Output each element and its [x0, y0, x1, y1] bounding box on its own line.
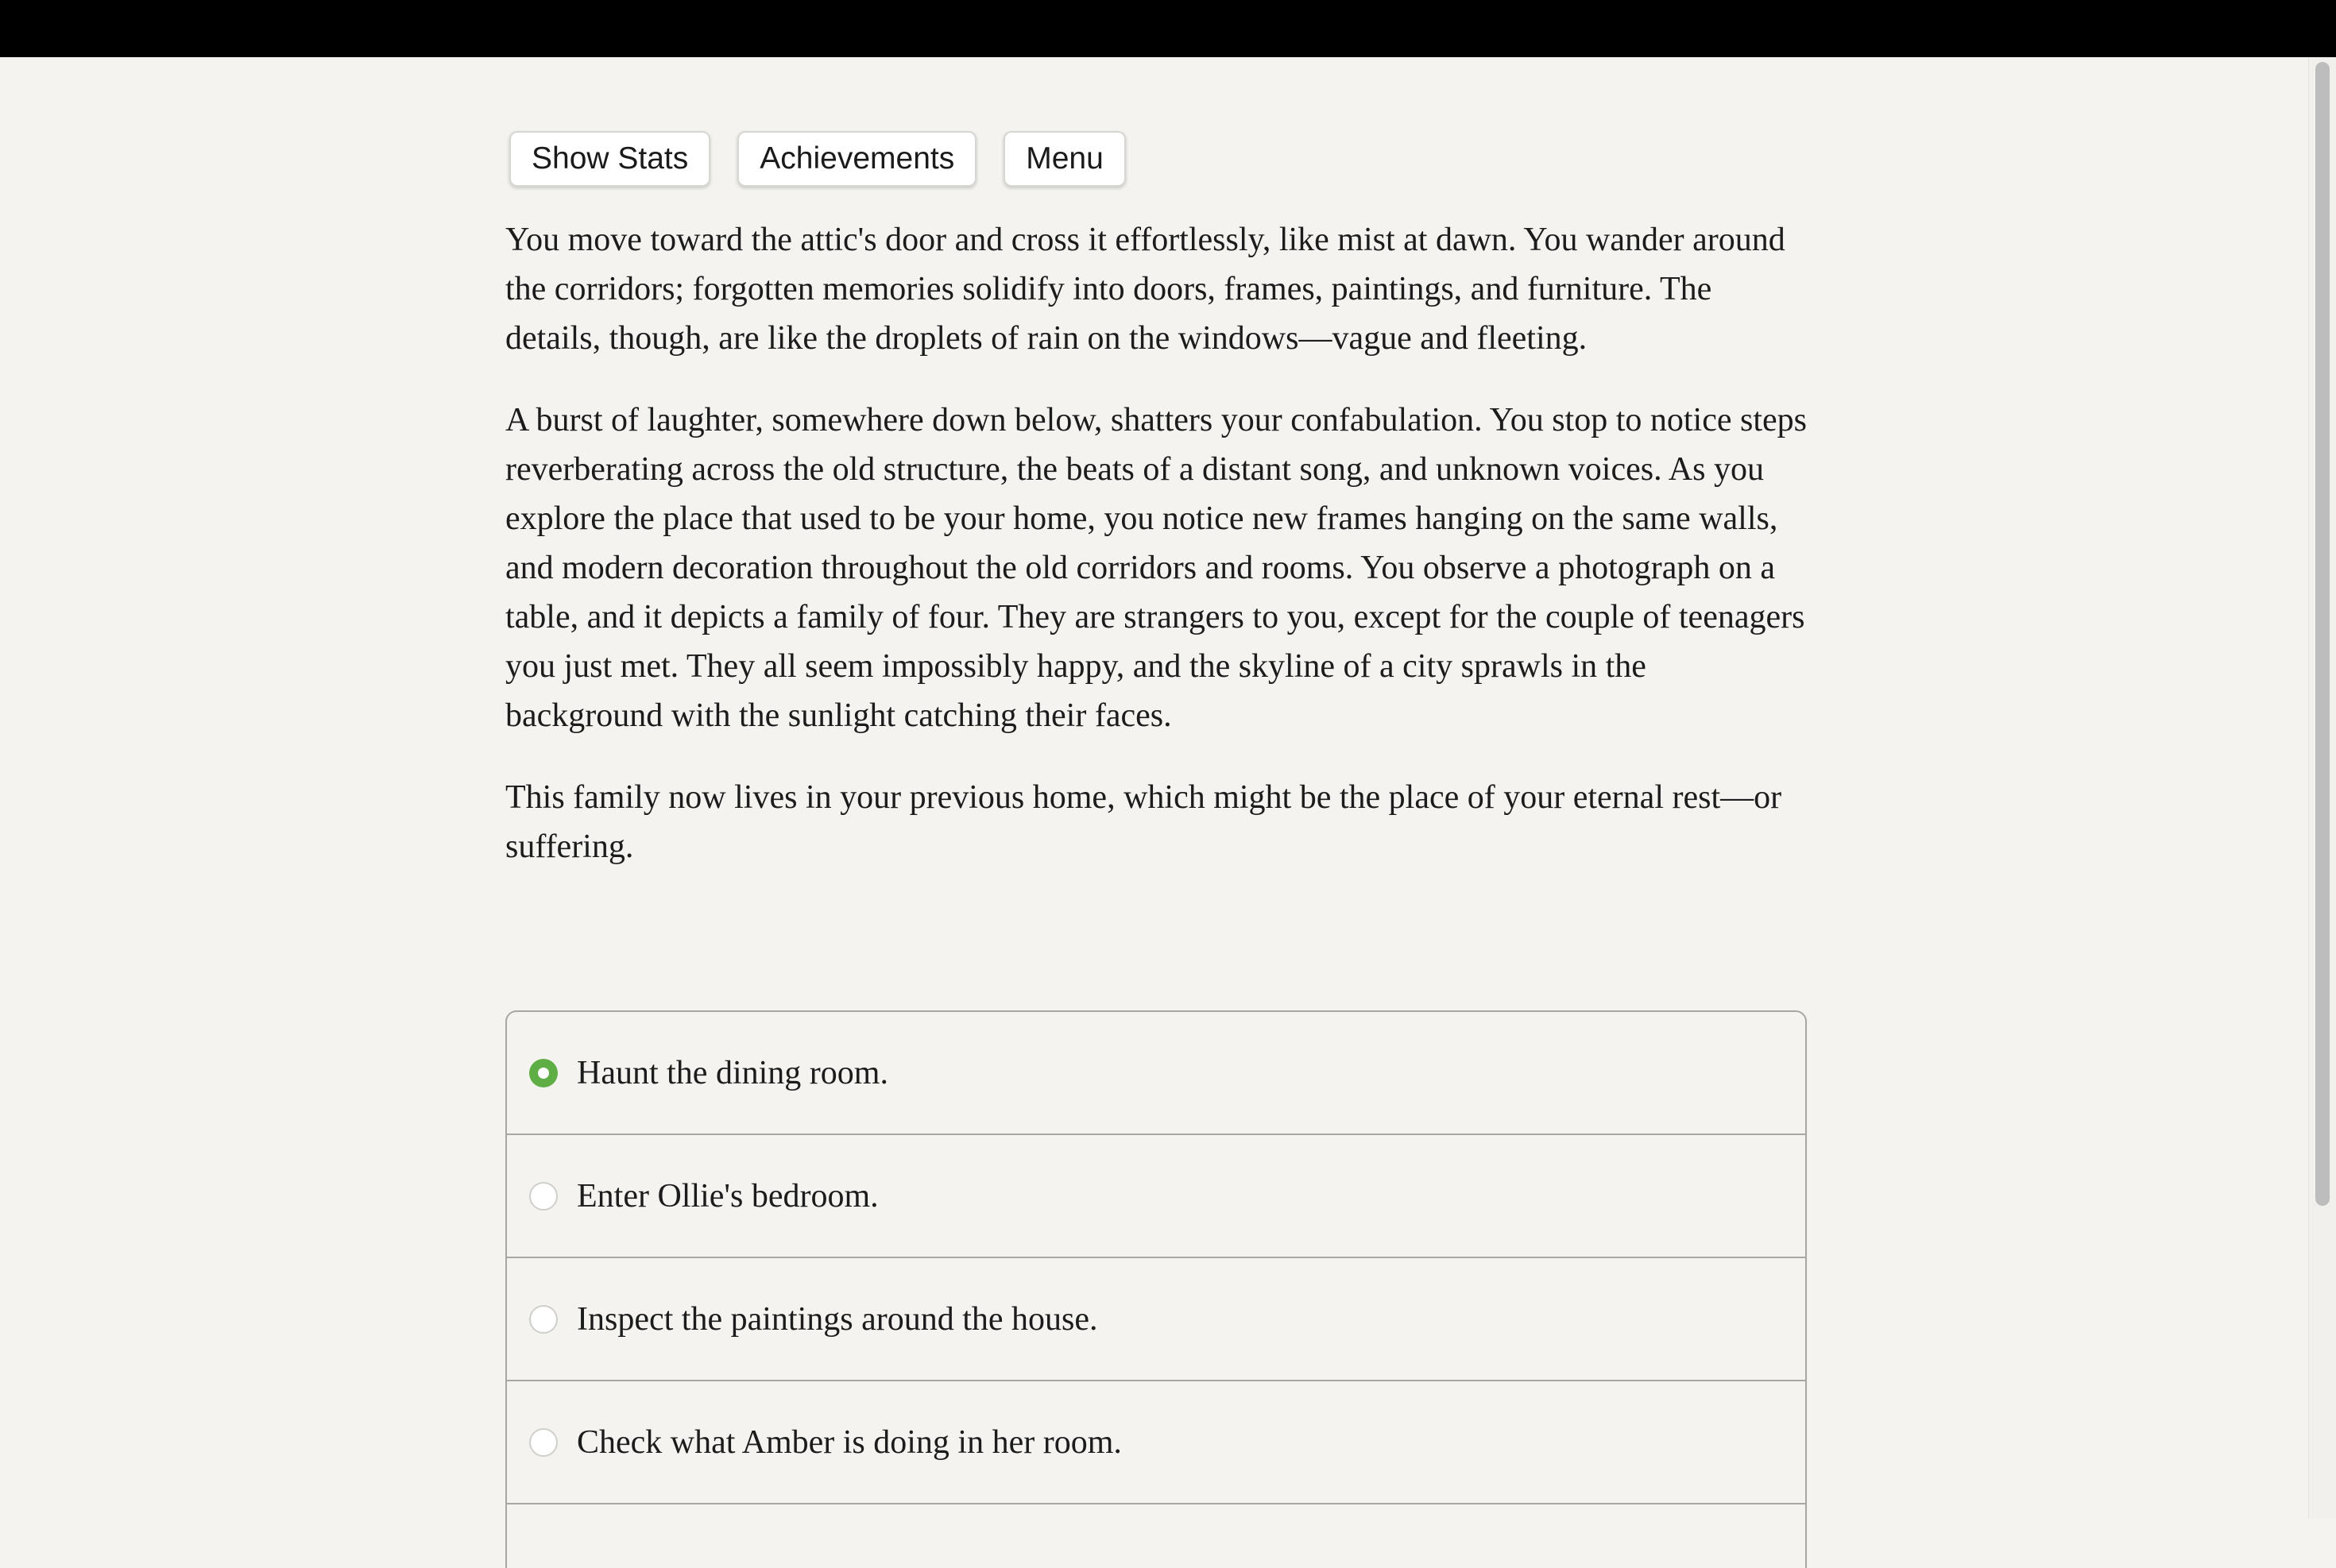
choice-label: Check what Amber is doing in her room.: [577, 1423, 1122, 1461]
toolbar: [509, 131, 1126, 187]
vertical-scrollbar[interactable]: [2308, 57, 2336, 1519]
radio-unselected-icon[interactable]: [529, 1428, 558, 1457]
choice-label: Inspect the paintings around the house.: [577, 1300, 1098, 1338]
choice-option[interactable]: [507, 1381, 1805, 1504]
story-paragraph: A burst of laughter, somewhere down below, shatters your confabulation. You stop to notice steps reverberating across the old structure, the beats of a distant song, and unknown voices. As you explore the place that used to be your home, you notice new frames hanging on the same walls, and modern decoration throughout the old corridors and rooms. You observe a photograph on a table, and it depicts a family of four. They are strangers to you, except for the couple of teenagers you just met. They all seem impossibly happy, and the skyline of a city sprawls in the background with the sunlight catching their faces.: [505, 402, 1807, 734]
story-paragraph: You move toward the attic's door and cross it effortlessly, like mist at dawn. You wander around the corridors; forgotten memories solidify into doors, frames, paintings, and furniture. The details, though, are like the droplets of rain on the windows—vague and fleeting.: [505, 222, 1785, 357]
scrollbar-thumb[interactable]: [2315, 62, 2330, 1206]
radio-selected-icon[interactable]: [529, 1059, 558, 1087]
choice-option[interactable]: [507, 1258, 1805, 1381]
choice-option[interactable]: [507, 1135, 1805, 1258]
story-paragraph: This family now lives in your previous home, which might be the place of your eternal rest—or suffering.: [505, 779, 1782, 865]
choice-label: Enter Ollie's bedroom.: [577, 1177, 879, 1215]
radio-unselected-icon[interactable]: [529, 1305, 558, 1334]
achievements-button[interactable]: Achievements: [737, 131, 977, 187]
choice-option[interactable]: [507, 1012, 1805, 1135]
show-stats-button[interactable]: Show Stats: [509, 131, 710, 187]
choice-list: [505, 1010, 1807, 1568]
radio-unselected-icon[interactable]: [529, 1182, 558, 1211]
choice-label: Haunt the dining room.: [577, 1054, 888, 1091]
story-text: [505, 215, 1807, 904]
menu-button[interactable]: Menu: [1004, 131, 1126, 187]
window-top-bar: [0, 0, 2336, 57]
